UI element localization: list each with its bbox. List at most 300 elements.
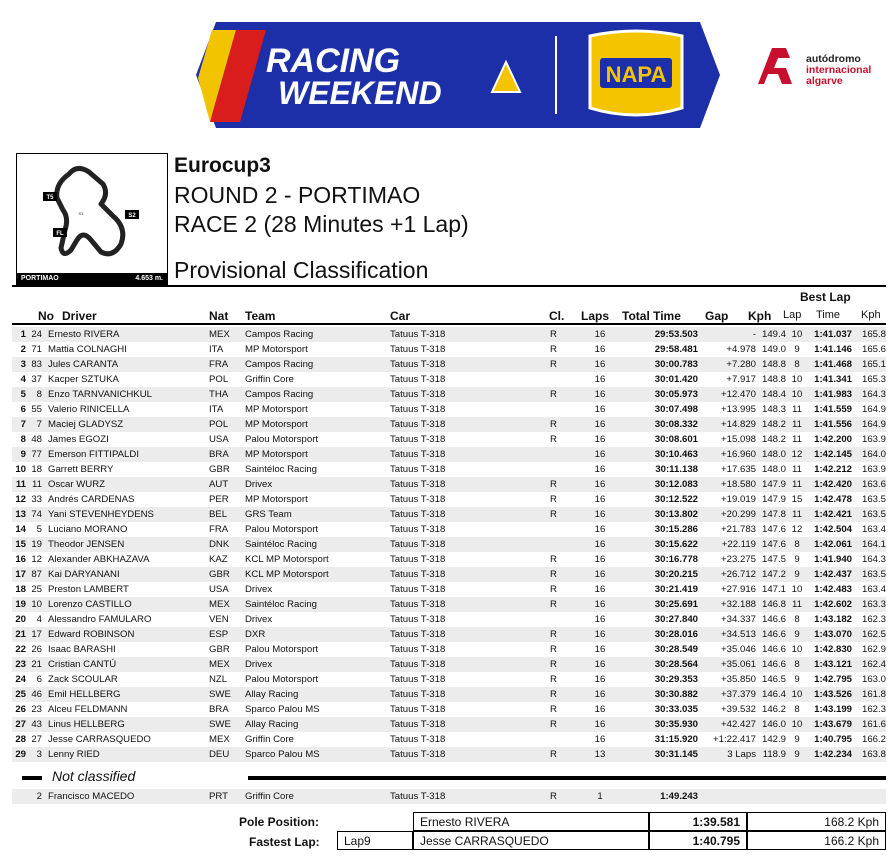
not-classified-table [12,789,886,804]
col-best-lap-kph: Kph [861,309,881,321]
cell-laps: 16 [582,387,618,402]
cell-pos: 6 [20,404,26,415]
cell-team: MP Motorsport [245,344,308,355]
cell-car: Tatuus T-318 [390,327,550,342]
cell-blap: 15 [791,494,803,505]
cell-driver: Jules CARANTA [48,357,209,372]
cell-total: 29:53.503 [618,327,698,342]
cell-driver: Zack SCOULAR [48,674,118,685]
cell-team: GRS Team [245,507,390,522]
cell-blap [786,789,808,804]
cell-gap: +32.188 [698,597,756,612]
cell-laps: 16 [582,627,618,642]
col-no: No [38,309,54,323]
cell-cl [550,447,582,462]
cell-laps: 13 [582,747,618,762]
cell-blap: 9 [794,554,800,565]
cell-total: 30:01.420 [654,374,698,385]
cell-total: 30:33.035 [654,704,698,715]
cell-laps: 16 [582,687,618,702]
table-row [12,447,886,462]
cell-nat: VEN [209,614,229,625]
cell-total: 30:28.016 [618,627,698,642]
cell-bkph: 166.2 [861,734,886,745]
cell-no: 17 [26,627,42,642]
cell-team: Sparco Palou MS [245,747,390,762]
banner-title-weekend: WEEKEND [278,75,442,111]
cell-car: Tatuus T-318 [390,734,446,745]
cell-no: 21 [26,657,42,672]
fastest-lap-speed: 166.2 Kph [747,831,886,850]
cell-no: 77 [26,447,42,462]
cell-total: 30:05.973 [618,387,698,402]
cell-btime: 1:42.212 [814,464,852,475]
race-title: RACE 2 (28 Minutes +1 Lap) [174,211,469,237]
cell-cl [550,522,582,537]
pole-driver: Ernesto RIVERA [413,812,649,831]
cell-btime: 1:42.504 [814,524,852,535]
table-row [12,342,886,357]
cell-bkph: 165.6 [861,344,886,355]
cell-team: Palou Motorsport [245,674,319,685]
circuit-logo-line2: internacional [806,64,872,76]
fastest-lap-time: 1:40.795 [649,831,747,850]
cell-team: MP Motorsport [245,417,390,432]
cell-kph: 148.8 [756,357,786,372]
header-divider [12,323,886,325]
cell-btime: 1:43.121 [808,657,852,672]
cell-team: Allay Racing [245,687,390,702]
cell-cl: R [550,747,582,762]
circuit-logo-line3: algarve [806,75,843,87]
cell-blap: 11 [792,404,802,415]
cell-total: 30:12.083 [618,477,698,492]
cell-gap: +14.829 [698,417,756,432]
cell-gap: +35.850 [721,674,756,685]
table-row [12,552,886,567]
cell-kph: 147.9 [756,477,786,492]
cell-car: Tatuus T-318 [390,387,550,402]
cell-laps: 16 [594,344,606,355]
cell-kph: 149.4 [756,327,786,342]
cell-kph: 148.2 [756,417,786,432]
cell-team: Griffin Core [245,789,390,804]
cell-no: 23 [31,704,42,715]
cell-nat: ESP [209,627,245,642]
cell-no: 5 [36,524,42,535]
cell-cl [550,372,582,387]
cell-no: 74 [26,507,42,522]
cell-no: 55 [31,404,42,415]
cell-blap: 11 [786,507,808,522]
cell-laps: 16 [594,464,606,475]
table-row [12,612,886,627]
cell-team: MP Motorsport [245,447,390,462]
cell-car: Tatuus T-318 [390,357,550,372]
table-row [12,507,886,522]
table-row [12,402,886,417]
cell-btime: 1:42.602 [808,597,852,612]
cell-nat: MEX [209,734,230,745]
cell-driver: Alexander ABKHAZAVA [48,554,150,565]
cell-kph: 148.8 [761,374,786,385]
table-row [12,747,886,762]
col-driver: Driver [62,309,97,323]
cell-pos: 26 [15,704,26,715]
cell-total: 31:15.920 [654,734,698,745]
cell-nat: ITA [209,404,224,415]
cell-gap: +37.379 [698,687,756,702]
col-team: Team [245,309,276,323]
round-title: ROUND 2 - PORTIMAO [174,182,421,208]
cell-team: Drivex [245,477,390,492]
cell-no: 87 [26,567,42,582]
cell-pos: 21 [12,627,26,642]
cell-btime: 1:43.199 [814,704,852,715]
cell-team: Sparco Palou MS [245,704,320,715]
cell-driver: Alessandro FAMULARO [48,614,152,625]
cell-gap: +23.275 [721,554,756,565]
cell-bkph: 162.5 [852,627,886,642]
divider [12,285,886,287]
table-row [12,627,886,642]
cell-car: Tatuus T-318 [390,524,446,535]
cell-laps: 16 [594,704,606,715]
table-row [12,372,886,387]
table-row [12,492,886,507]
cell-driver: Francisco MACEDO [48,789,209,804]
cell-no: 46 [26,687,42,702]
cell-laps: 16 [582,417,618,432]
cell-driver: Yani STEVENHEYDENS [48,507,209,522]
fastest-lap-driver: Jesse CARRASQUEDO [413,831,649,850]
cell-bkph: 165.8 [852,327,886,342]
napa-logo: NAPA [605,62,667,87]
col-kph: Kph [748,309,772,323]
racing-weekend-banner [196,22,720,128]
cell-laps: 16 [594,614,606,625]
cell-team: DXR [245,627,390,642]
cell-laps: 16 [594,404,606,415]
cell-team: MP Motorsport [245,494,308,505]
cell-bkph: 163.8 [852,747,886,762]
cell-btime: 1:42.234 [808,747,852,762]
cell-nat: NZL [209,674,228,685]
cell-car: Tatuus T-318 [390,537,550,552]
cell-kph: 146.0 [756,717,786,732]
cell-car: Tatuus T-318 [390,747,550,762]
cell-cl: R [550,644,557,655]
cell-nat: GBR [209,567,245,582]
cell-nat: GBR [209,644,230,655]
cell-car: Tatuus T-318 [390,717,550,732]
cell-bkph: 163.4 [861,524,886,535]
cell-total: 1:49.243 [618,789,698,804]
cell-laps: 16 [594,524,606,535]
cell-gap: - [698,327,756,342]
not-classified-bar-left [22,776,42,780]
cell-btime: 1:42.437 [808,567,852,582]
cell-bkph: 161.6 [852,717,886,732]
col-best-lap-number: Lap [783,309,802,321]
cell-bkph: 163.3 [852,597,886,612]
track-label-fl: FL [56,231,64,237]
cell-bkph: 163.6 [852,477,886,492]
table-row [12,672,886,687]
cell-cl: R [550,387,582,402]
cell-cl: R [550,597,582,612]
cell-bkph: 164.1 [852,537,886,552]
cell-btime: 1:41.559 [814,404,852,415]
cell-total: 30:30.882 [618,687,698,702]
cell-nat: MEX [209,597,245,612]
cell-bkph: 162.3 [861,614,886,625]
cell-bkph: 164.0 [852,447,886,462]
cell-cl [550,732,582,747]
cell-blap: 9 [794,734,800,745]
fastest-lap-label: Fastest Lap: [249,835,320,849]
cell-driver: Alceu FELDMANN [48,704,128,715]
cell-pos: 28 [15,734,26,745]
cell-nat: SWE [209,687,245,702]
cell-car: Tatuus T-318 [390,554,446,565]
cell-driver: Garrett BERRY [48,464,114,475]
cell-cl: R [550,494,557,505]
cell-gap: +34.513 [698,627,756,642]
cell-bkph: 163.9 [861,464,886,475]
cell-car: Tatuus T-318 [390,567,550,582]
cell-kph: 147.6 [761,524,786,535]
cell-car: Tatuus T-318 [390,494,446,505]
table-row [12,657,886,672]
cell-total: 30:15.622 [618,537,698,552]
cell-driver: Andrés CARDENAS [48,494,135,505]
cell-car: Tatuus T-318 [390,434,446,445]
cell-cl: R [550,554,557,565]
cell-driver: Oscar WURZ [48,477,209,492]
cell-cl: R [550,657,582,672]
pole-speed: 168.2 Kph [747,812,886,831]
cell-total: 30:28.564 [618,657,698,672]
cell-no: 6 [36,674,42,685]
cell-no: 27 [31,734,42,745]
cell-kph: 147.8 [756,507,786,522]
cell-driver: Ernesto RIVERA [48,327,209,342]
cell-no: 10 [26,597,42,612]
cell-bkph: 165.1 [852,357,886,372]
cell-blap: 8 [786,357,808,372]
cell-car: Tatuus T-318 [390,417,550,432]
cell-team: Griffin Core [245,734,294,745]
cell-car: Tatuus T-318 [390,447,550,462]
cell-driver: Emil HELLBERG [48,687,209,702]
cell-driver: Mattia COLNAGHI [48,344,127,355]
cell-pos: 27 [12,717,26,732]
cell-team: Campos Racing [245,357,390,372]
cell-btime: 1:42.420 [808,477,852,492]
cell-btime: 1:42.483 [814,584,852,595]
cell-driver: Theodor JENSEN [48,537,209,552]
cell-driver: Kacper SZTUKA [48,374,119,385]
cell-total: 29:58.481 [654,344,698,355]
cell-bkph: 163.5 [861,494,886,505]
cell-gap: +42.427 [698,717,756,732]
track-outline-icon [17,154,167,272]
cell-total: 30:20.215 [618,567,698,582]
banner-title-racing: RACING [266,42,401,80]
cell-total: 30:31.145 [618,747,698,762]
cell-nat: FRA [209,524,229,535]
cell-kph: 147.1 [761,584,786,595]
cell-no: 71 [31,344,42,355]
cell-bkph: 164.9 [852,417,886,432]
cell-bkph [852,789,886,804]
cell-cl: R [550,567,582,582]
cell-cl: R [550,789,582,804]
cell-blap: 9 [786,747,808,762]
cell-kph: 148.4 [756,387,786,402]
cell-pos: 20 [15,614,26,625]
cell-kph: 146.6 [761,644,786,655]
classification-title: Provisional Classification [174,257,429,283]
cell-cl: R [550,417,582,432]
cell-car: Tatuus T-318 [390,464,446,475]
cell-no: 26 [31,644,42,655]
cell-gap: +22.119 [698,537,756,552]
cell-driver: Lenny RIED [48,747,209,762]
table-row [12,732,886,747]
cell-nat: PER [209,494,229,505]
best-lap-header: Best Lap [800,290,851,304]
algarve-circuit-logo [752,44,882,94]
cell-total: 30:07.498 [654,404,698,415]
cell-total: 30:27.840 [654,614,698,625]
cell-no: 83 [26,357,42,372]
cell-driver: Emerson FITTIPALDI [48,447,209,462]
cell-cl: R [550,477,582,492]
cell-kph: 148.2 [761,434,786,445]
cell-gap: +35.061 [698,657,756,672]
cell-laps: 16 [594,644,606,655]
cell-bkph: 162.3 [861,704,886,715]
cell-total: 30:10.463 [618,447,698,462]
cell-pos: 7 [12,417,26,432]
cell-bkph: 164.3 [861,554,886,565]
cell-btime: 1:42.478 [814,494,852,505]
cell-bkph: 163.4 [861,584,886,595]
cell-team: Palou Motorsport [245,644,319,655]
table-row [12,522,886,537]
cell-bkph: 163.5 [852,567,886,582]
cell-laps: 16 [594,374,606,385]
cell-gap: +39.532 [721,704,756,715]
cell-blap: 8 [786,657,808,672]
cell-gap: +26.712 [698,567,756,582]
table-row [12,582,886,597]
cell-btime: 1:41.468 [808,357,852,372]
cell-gap: +17.635 [721,464,756,475]
cell-blap: 8 [794,614,800,625]
cell-kph: 146.8 [756,597,786,612]
table-row [12,357,886,372]
cell-blap: 10 [791,584,803,595]
cell-blap: 9 [786,627,808,642]
cell-nat: AUT [209,477,245,492]
cell-nat: GBR [209,464,230,475]
cell-nat: BRA [209,447,245,462]
cell-gap: +18.580 [698,477,756,492]
cell-pos: 23 [12,657,26,672]
cell-kph: 146.6 [756,627,786,642]
cell-car: Tatuus T-318 [390,687,550,702]
track-length: 4.653 m. [135,275,163,282]
cell-gap: +16.960 [698,447,756,462]
cell-bkph: 163.0 [861,674,886,685]
cell-btime: 1:41.146 [814,344,852,355]
cell-cl: R [550,717,582,732]
cell-driver: Kai DARYANANI [48,567,209,582]
cell-btime [808,789,852,804]
cell-laps: 16 [594,674,606,685]
cell-laps: 16 [582,327,618,342]
cell-total: 30:08.601 [654,434,698,445]
cell-laps: 16 [582,507,618,522]
col-laps: Laps [581,309,610,323]
cell-btime: 1:42.145 [808,447,852,462]
cell-kph: 146.6 [756,657,786,672]
cell-pos: 13 [12,507,26,522]
cell-kph: 147.6 [756,537,786,552]
table-row [12,327,886,342]
cell-car: Tatuus T-318 [390,597,550,612]
cell-car: Tatuus T-318 [390,704,446,715]
cell-total: 30:15.286 [654,524,698,535]
cell-nat: MEX [209,327,245,342]
cell-blap: 10 [786,327,808,342]
cell-kph: 118.9 [756,747,786,762]
table-row [12,717,886,732]
cell-team: Drivex [245,657,390,672]
col-cl: Cl. [549,309,565,323]
cell-cl: R [550,507,582,522]
cell-pos: 29 [12,747,26,762]
cell-driver: Jesse CARRASQUEDO [48,734,151,745]
cell-laps: 16 [582,447,618,462]
cell-blap: 11 [786,417,808,432]
table-row [12,477,886,492]
cell-kph: 146.6 [761,614,786,625]
cell-car: Tatuus T-318 [390,344,446,355]
cell-pos: 5 [12,387,26,402]
cell-pos: 9 [12,447,26,462]
cell-pos: 2 [20,344,26,355]
cell-driver: Luciano MORANO [48,524,128,535]
cell-total: 30:00.783 [618,357,698,372]
cell-laps: 16 [582,477,618,492]
cell-gap [698,789,756,804]
cell-cl: R [550,344,557,355]
cell-pos: 11 [12,477,26,492]
cell-total: 30:16.778 [654,554,698,565]
table-row [12,597,886,612]
cell-team: MP Motorsport [245,404,308,415]
cell-nat: THA [209,387,245,402]
circuit-logo-line1: autódromo [806,53,861,65]
cell-total: 30:11.138 [655,464,698,475]
cell-blap: 9 [786,567,808,582]
cell-no: 2 [26,789,42,804]
cell-btime: 1:42.200 [814,434,852,445]
